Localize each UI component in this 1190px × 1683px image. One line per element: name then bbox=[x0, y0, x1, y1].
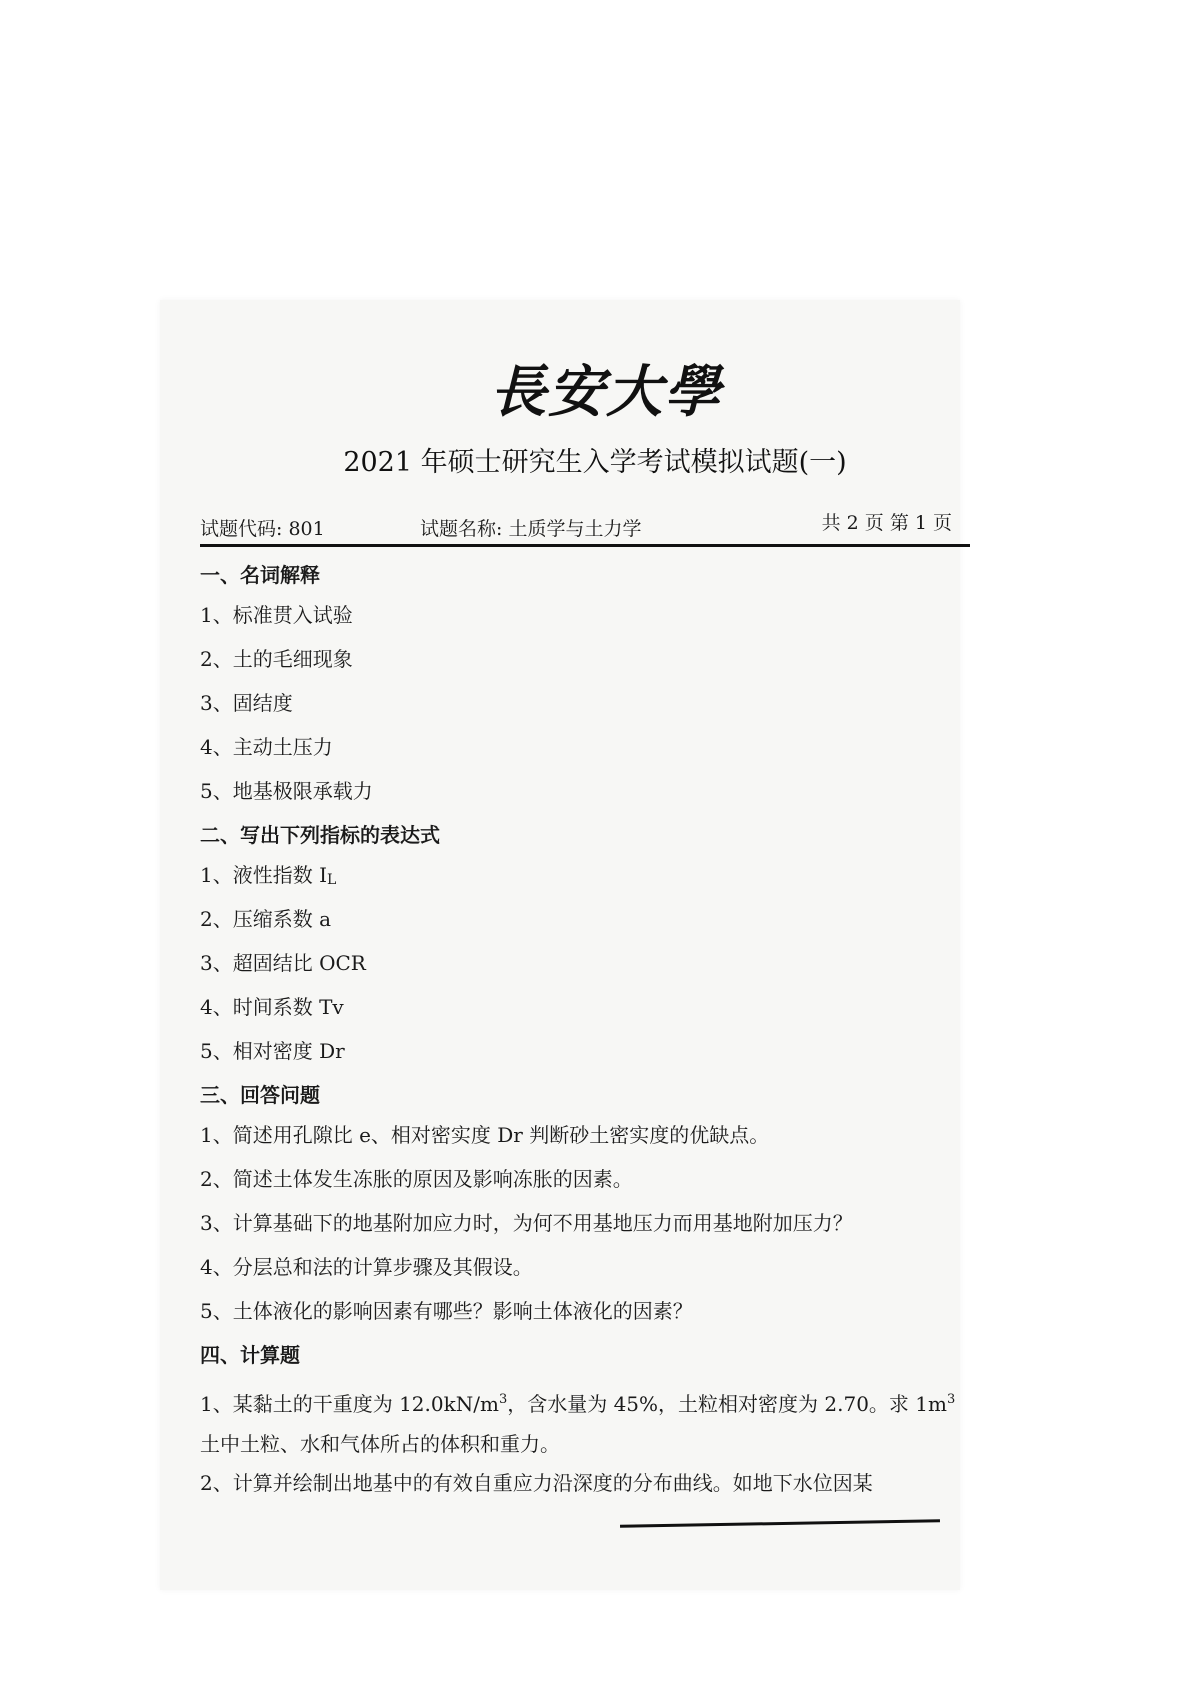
section-heading: 四、计算题 bbox=[200, 1343, 300, 1367]
question-item: 2、计算并绘制出地基中的有效自重应力沿深度的分布曲线。如地下水位因某 bbox=[200, 1471, 873, 1495]
section-formulas bbox=[200, 820, 970, 1080]
question-text: 1、液性指数 I bbox=[200, 863, 327, 887]
exam-title: 2021 年硕士研究生入学考试模拟试题(一) bbox=[343, 447, 847, 478]
question-text: 土中土粒、水和气体所占的体积和重力。 bbox=[200, 1432, 560, 1456]
exam-code: 试题代码: 801 bbox=[200, 518, 325, 540]
university-logo: 長安大學 bbox=[490, 359, 722, 425]
question-item: 5、地基极限承载力 bbox=[200, 779, 373, 803]
question-item: 1、简述用孔隙比 e、相对密实度 Dr 判断砂土密实度的优缺点。 bbox=[200, 1123, 770, 1147]
question-item: 2、压缩系数 a bbox=[200, 907, 332, 931]
question-item: 1、标准贯入试验 bbox=[200, 603, 353, 627]
question-text: 1、某黏土的干重度为 12.0kN/m bbox=[200, 1392, 499, 1416]
question-item: 3、超固结比 OCR bbox=[200, 951, 366, 975]
subscript: L bbox=[326, 872, 337, 888]
question-item: 3、计算基础下的地基附加应力时，为何不用基地压力而用基地附加压力？ bbox=[200, 1211, 853, 1235]
question-item bbox=[200, 860, 970, 904]
section-terms bbox=[200, 560, 970, 820]
page-indicator: 共 2 页 第 1 页 bbox=[821, 512, 952, 534]
section-calculations bbox=[200, 1340, 970, 1512]
exam-content bbox=[200, 560, 970, 1512]
superscript: 3 bbox=[498, 1392, 508, 1407]
question-item bbox=[200, 1380, 970, 1464]
question-item: 5、土体液化的影响因素有哪些？影响土体液化的因素？ bbox=[200, 1299, 693, 1323]
section-heading: 三、回答问题 bbox=[200, 1083, 320, 1107]
section-heading: 二、写出下列指标的表达式 bbox=[200, 823, 440, 847]
question-text: ，含水量为 45%，土粒相对密度为 2.70。求 1m bbox=[507, 1392, 947, 1416]
section-heading: 一、名词解释 bbox=[200, 563, 320, 587]
question-item: 2、土的毛细现象 bbox=[200, 647, 353, 671]
question-item: 5、相对密度 Dr bbox=[200, 1039, 345, 1063]
superscript: 3 bbox=[946, 1392, 956, 1407]
question-item: 4、分层总和法的计算步骤及其假设。 bbox=[200, 1255, 533, 1279]
exam-subject-name: 试题名称: 土质学与土力学 bbox=[420, 518, 642, 540]
question-item: 2、简述土体发生冻胀的原因及影响冻胀的因素。 bbox=[200, 1167, 633, 1191]
question-item: 4、时间系数 Tv bbox=[200, 995, 344, 1019]
exam-info-bar bbox=[200, 514, 970, 547]
section-questions bbox=[200, 1080, 970, 1340]
question-item: 3、固结度 bbox=[200, 691, 293, 715]
question-item: 4、主动土压力 bbox=[200, 735, 333, 759]
